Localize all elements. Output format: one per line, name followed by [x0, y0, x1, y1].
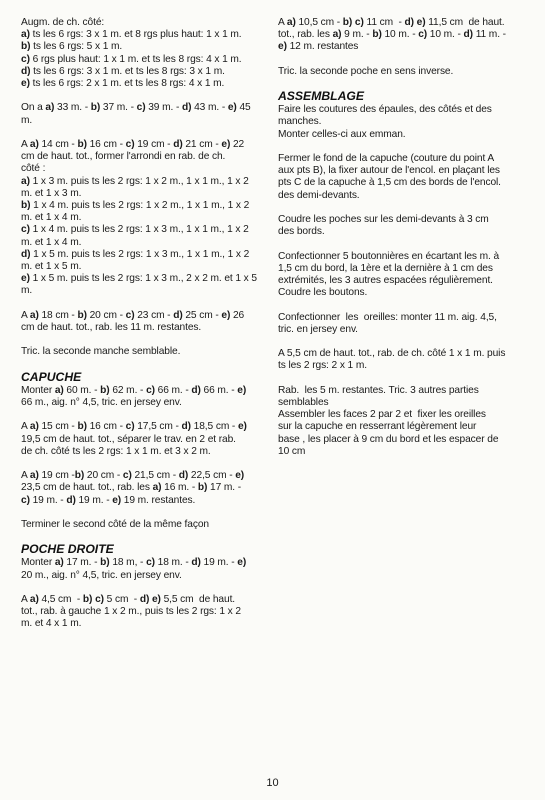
text-line: Tric. la seconde poche en sens inverse.	[278, 65, 454, 77]
text-line: a) ts les 6 rgs: 3 x 1 m. et 8 rgs plus haut: 1 x 1 m.	[21, 29, 242, 41]
text-line: Monter celles-ci aux emman.	[278, 128, 406, 140]
page-number: 10	[266, 777, 279, 789]
instruction-paragraph	[278, 104, 522, 141]
text-line: b) ts les 6 rgs: 5 x 1 m.	[21, 41, 123, 53]
text-line: c) 1 x 4 m. puis ts les 2 rgs: 1 x 3 m., 1 x 1 m., 1 x 2	[21, 224, 249, 236]
text-line: m. et 4 x 1 m.	[21, 618, 82, 630]
instruction-paragraph	[278, 17, 522, 54]
text-line: A a) 10,5 cm - b) c) 11 cm - d) e) 11,5 cm de haut.	[278, 17, 505, 28]
text-line: extrémités, les 3 autres espacées régulièrement.	[278, 274, 493, 286]
text-line: b) 1 x 4 m. puis ts les 2 rgs: 1 x 2 m., 1 x 1 m., 1 x 2	[21, 200, 250, 212]
text-line: A a) 4,5 cm - b) c) 5 cm - d) e) 5,5 cm de haut.	[21, 593, 236, 605]
text-line: 23,5 cm de haut. tot., rab. les a) 16 m. - b) 17 m. -	[21, 482, 242, 494]
instruction-paragraph	[21, 557, 265, 581]
section-heading: CAPUCHE	[21, 369, 82, 384]
text-line: cm de haut. tot., rab. les 11 m. restantes.	[21, 322, 202, 334]
instruction-paragraph	[278, 66, 522, 78]
text-line: des bords.	[278, 226, 325, 238]
text-line: côté :	[21, 163, 46, 175]
instruction-paragraph	[21, 519, 265, 531]
text-line: des demi-devants.	[278, 189, 360, 201]
section-heading: ASSEMBLAGE	[278, 89, 364, 104]
text-line: e) 12 m. restantes	[278, 41, 359, 53]
text-line: tric. en jersey env.	[278, 323, 358, 335]
text-line: Monter a) 60 m. - b) 62 m. - c) 66 m. - d) 66 m. - e)	[21, 384, 247, 396]
text-line: Coudre les boutons.	[278, 287, 368, 299]
text-line: pts C de la capuche à 1,5 cm des bords de l'encol.	[278, 177, 501, 189]
text-line: A a) 14 cm - b) 16 cm - c) 19 cm - d) 21 cm - e) 22	[21, 139, 245, 150]
instruction-paragraph	[21, 102, 265, 126]
text-line: tot., rab. à gauche 1 x 2 m., puis ts les 2 rgs: 1 x 2	[21, 606, 241, 618]
instruction-paragraph	[21, 346, 265, 358]
right-column	[278, 17, 522, 470]
text-line: m.	[21, 114, 33, 126]
text-line: Monter a) 17 m. - b) 18 m, - c) 18 m. - d) 19 m. - e)	[21, 557, 247, 569]
instruction-paragraph	[21, 385, 265, 409]
instruction-paragraph	[21, 470, 265, 507]
text-line: Confectionner 5 boutonnières en écartant les m. à	[278, 250, 500, 262]
text-line: c) 6 rgs plus haut: 1 x 1 m. et ts les 8 rgs: 4 x 1 m.	[21, 53, 242, 65]
text-line: e) 1 x 5 m. puis ts les 2 rgs: 1 x 3 m., 2 x 2 m. et 1 x 5	[21, 273, 257, 285]
text-line: On a a) 33 m. - b) 37 m. - c) 39 m. - d) 43 m. - e) 45	[21, 102, 251, 114]
text-line: 20 m., aig. n° 4,5, tric. en jersey env.	[21, 569, 182, 581]
left-column	[21, 17, 265, 643]
text-line: m. et 1 x 3 m.	[21, 187, 82, 199]
text-line: e) ts les 6 rgs: 2 x 1 m. et ts les 8 rgs: 4 x 1 m.	[21, 78, 225, 90]
text-line: cm de haut. tot., former l'arrondi en rab. de ch.	[21, 151, 226, 163]
text-line: Fermer le fond de la capuche (couture du point A	[278, 152, 495, 164]
instruction-paragraph	[21, 594, 265, 631]
text-line: de ch. côté ts les 2 rgs: 1 x 1 m. et 3 x 2 m.	[21, 445, 211, 457]
text-line: d) 1 x 5 m. puis ts les 2 rgs: 1 x 3 m., 1 x 1 m., 1 x 2	[21, 248, 250, 260]
text-line: m. et 1 x 4 m.	[21, 236, 82, 248]
text-line: 10 cm	[278, 445, 306, 457]
text-line: Terminer le second côté de la même façon	[21, 519, 209, 530]
text-line: A 5,5 cm de haut. tot., rab. de ch. côté 1 x 1 m. puis	[278, 348, 506, 360]
instruction-paragraph	[21, 310, 265, 334]
text-line: m. et 1 x 5 m.	[21, 261, 82, 273]
instruction-paragraph	[278, 312, 522, 336]
text-line: d) ts les 6 rgs: 3 x 1 m. et ts les 8 rgs: 3 x 1 m.	[21, 65, 225, 77]
text-line: ts les 2 rgs: 2 x 1 m.	[278, 360, 367, 372]
text-line: a) 1 x 3 m. puis ts les 2 rgs: 1 x 2 m., 1 x 1 m., 1 x 2	[21, 175, 249, 187]
instruction-paragraph	[21, 139, 265, 298]
instruction-paragraph	[278, 251, 522, 300]
text-line: Tric. la seconde manche semblable.	[21, 346, 181, 358]
instruction-paragraph	[278, 214, 522, 238]
text-line: 66 m., aig. n° 4,5, tric. en jersey env.	[21, 397, 182, 409]
text-line: Rab. les 5 m. restantes. Tric. 3 autres parties	[278, 384, 479, 396]
text-line: aux pts B), la fixer autour de l'encol. en plaçant les	[278, 165, 500, 177]
text-line: Coudre les poches sur les demi-devants à 3 cm	[278, 213, 489, 225]
instruction-paragraph	[278, 385, 522, 458]
text-line: base , les placer à 9 cm du bord et les espacer de	[278, 433, 499, 445]
text-line: A a) 19 cm -b) 20 cm - c) 21,5 cm - d) 22,5 cm - e)	[21, 470, 245, 482]
text-line: 1,5 cm du bord, la 1ère et la dernière à 1 cm des	[278, 262, 493, 274]
instruction-paragraph	[278, 348, 522, 372]
text-line: m. et 1 x 4 m.	[21, 212, 82, 224]
text-line: m.	[21, 285, 33, 297]
text-line: Faire les coutures des épaules, des côtés et des	[278, 104, 492, 116]
instruction-paragraph	[21, 17, 265, 90]
text-line: manches.	[278, 116, 322, 128]
instruction-paragraph	[21, 421, 265, 458]
text-line: Confectionner les oreilles: monter 11 m. aig. 4,5,	[278, 311, 497, 323]
text-line: A a) 18 cm - b) 20 cm - c) 23 cm - d) 25 cm - e) 26	[21, 309, 245, 321]
instruction-paragraph	[278, 153, 522, 202]
text-line: semblables	[278, 396, 329, 408]
text-line: Assembler les faces 2 par 2 et fixer les oreilles	[278, 409, 486, 421]
text-line: c) 19 m. - d) 19 m. - e) 19 m. restantes.	[21, 494, 196, 506]
text-line: 19,5 cm de haut. tot., séparer le trav. en 2 et rab.	[21, 433, 236, 445]
text-line: sur la capuche en resserrant légèrement leur	[278, 421, 477, 433]
section-heading: POCHE DROITE	[21, 542, 114, 557]
text-line: A a) 15 cm - b) 16 cm - c) 17,5 cm - d) 18,5 cm - e)	[21, 421, 247, 433]
text-line: Augm. de ch. côté:	[21, 17, 105, 28]
text-line: tot., rab. les a) 9 m. - b) 10 m. - c) 10 m. - d) 11 m. -	[278, 29, 506, 41]
